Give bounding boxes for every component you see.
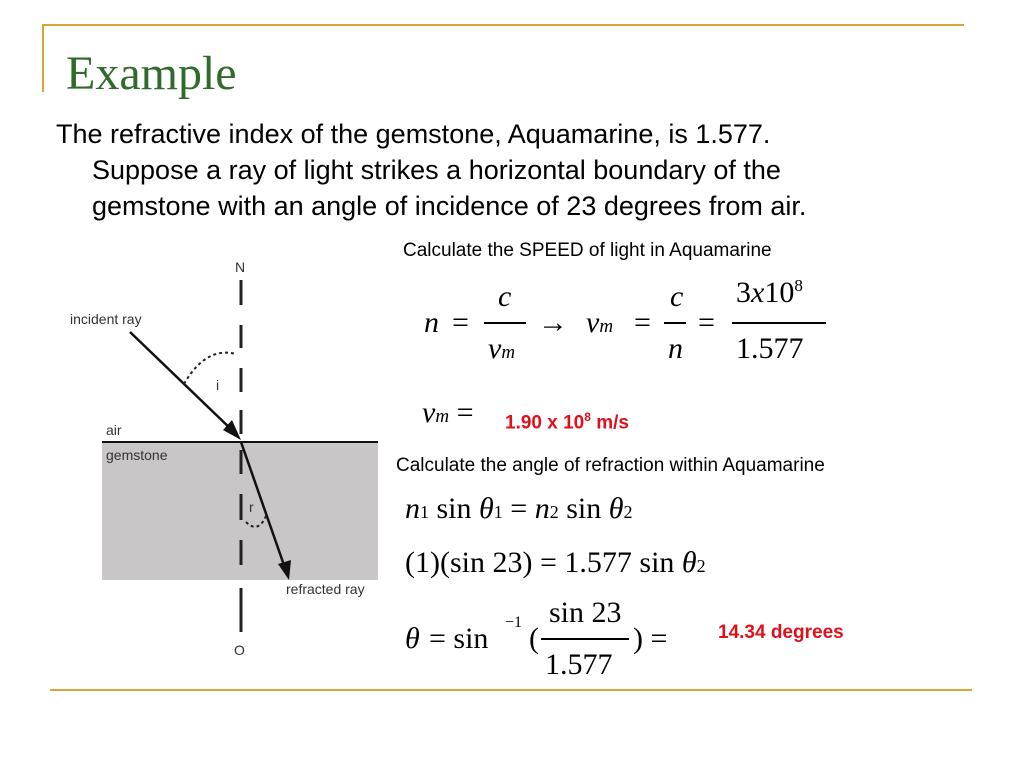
problem-line-3: gemstone with an angle of incidence of 23 degrees from air. bbox=[92, 191, 807, 221]
accent-line-left bbox=[42, 24, 44, 92]
accent-line-bottom bbox=[50, 689, 972, 691]
angle-r-label: r bbox=[249, 499, 254, 515]
problem-statement bbox=[56, 116, 956, 224]
air-label: air bbox=[106, 422, 122, 438]
incident-ray-label: incident ray bbox=[70, 311, 142, 327]
angle-i-arc bbox=[184, 353, 236, 384]
speed-heading: Calculate the SPEED of light in Aquamarine bbox=[403, 240, 772, 261]
problem-line-2: Suppose a ray of light strikes a horizontal boundary of the bbox=[92, 155, 781, 185]
inverse-sine-equation: θ = sin −1 ( sin 23 1.577 ) = bbox=[405, 596, 668, 681]
problem-line-1: The refractive index of the gemstone, Aquamarine, is 1.577. bbox=[56, 119, 771, 149]
substituted-equation: (1)(sin 23) = 1.577 sin θ2 bbox=[405, 546, 706, 579]
angle-heading: Calculate the angle of refraction within Aquamarine bbox=[396, 455, 825, 476]
accent-line-top bbox=[42, 24, 964, 26]
speed-result-equation: vm = bbox=[422, 396, 474, 429]
refraction-diagram bbox=[60, 250, 400, 670]
snell-law-equation: n1 sin θ1 = n2 sin θ2 bbox=[405, 492, 633, 525]
refracted-ray-label: refracted ray bbox=[286, 581, 365, 597]
slide-title: Example bbox=[66, 47, 237, 100]
gemstone-label: gemstone bbox=[106, 447, 168, 463]
speed-equation: n = c vm → vm = c n = $3x10^8$ 1.577 bbox=[420, 284, 840, 394]
normal-top-label: N bbox=[235, 259, 246, 275]
normal-bottom-label: O bbox=[234, 642, 245, 658]
angle-answer: 14.34 degrees bbox=[718, 622, 844, 643]
angle-i-label: i bbox=[216, 377, 220, 393]
speed-answer: 1.90 x $10^8$ m/s bbox=[505, 410, 629, 434]
